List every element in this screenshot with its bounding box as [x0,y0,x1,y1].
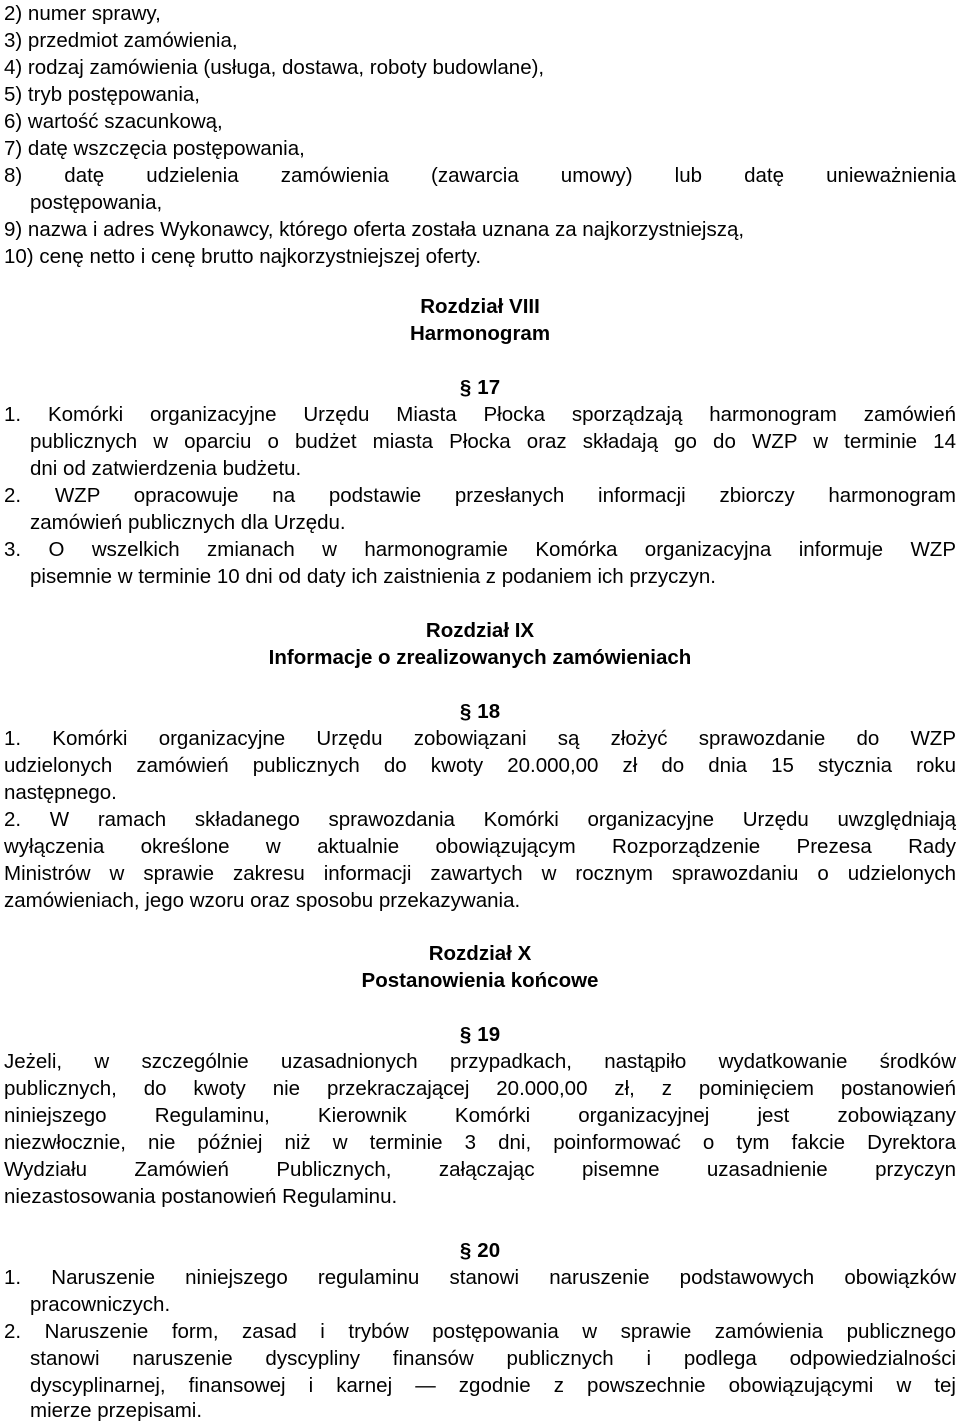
paragraph-line: niniejszego Regulaminu, Kierownik Komórki organizacyjnej jest zobowiązany [4,1104,956,1127]
paragraph-line: następnego. [4,781,117,804]
section-heading [4,1021,956,1048]
list-item: 4) rodzaj zamówienia (usługa, dostawa, roboty budowlane), [4,56,545,79]
chapter-title: Rozdział VIII [420,295,540,318]
section-heading [4,698,956,725]
paragraph-line: pracowniczych. [30,1293,171,1316]
list-item: 7) datę wszczęcia postępowania, [4,137,305,160]
list-item: 9) nazwa i adres Wykonawcy, którego oferta została uznana za najkorzystniejszą, [4,218,745,241]
paragraph-line: wyłączenia określone w aktualnie obowiązującym Rozporządzenie Prezesa Rady [4,835,956,858]
chapter-subtitle: Postanowienia końcowe [361,969,599,992]
paragraph-line: zamówieniach, jego wzoru oraz sposobu przekazywania. [4,889,521,912]
paragraph-line: publicznych, do kwoty nie przekraczającej 20.000,00 zł, z pominięciem postanowień [4,1077,956,1100]
chapter-title: Rozdział IX [425,619,535,642]
section-number: 18 [477,700,501,723]
list-item: 6) wartość szacunkową, [4,110,223,133]
paragraph-line: Wydziału Zamówień Publicznych, załączając pisemne uzasadnienie przyczyn [4,1158,956,1181]
paragraph-line: mierze przepisami. [30,1399,203,1422]
section-sign: § [459,376,472,399]
paragraph-line: niezwłocznie, nie później niż w terminie 3 dni, poinformować o tym fakcie Dyrektora [4,1131,956,1154]
list-item: 2) numer sprawy, [4,2,161,25]
section-heading [4,374,956,401]
paragraph-line: dyscyplinarnej, finansowej i karnej — zgodnie z powszechnie obowiązującymi w tej [30,1374,956,1397]
list-item: 3) przedmiot zamówienia, [4,29,238,52]
list-item: 10) cenę netto i cenę brutto najkorzystniejszej oferty. [4,245,482,268]
section-number: 20 [477,1239,501,1262]
section-sign: § [459,700,472,723]
list-item: 5) tryb postępowania, [4,83,201,106]
paragraph-line: 2. W ramach składanego sprawozdania Komórki organizacyjne Urzędu uwzględniają [4,808,956,831]
section-sign: § [459,1023,472,1046]
paragraph-line: publicznych w oparciu o budżet miasta Płocka oraz składają go do WZP w terminie 14 [30,430,956,453]
paragraph-line: 1. Komórki organizacyjne Urzędu Miasta Płocka sporządzają harmonogram zamówień [4,403,956,426]
paragraph-line: Jeżeli, w szczególnie uzasadnionych przypadkach, nastąpiło wydatkowanie środków [4,1050,956,1073]
paragraph-line: zamówień publicznych dla Urzędu. [30,511,346,534]
paragraph-line: 3. O wszelkich zmianach w harmonogramie Komórka organizacyjna informuje WZP [4,538,956,561]
paragraph-line: 1. Komórki organizacyjne Urzędu zobowiązani są złożyć sprawozdanie do WZP [4,727,956,750]
paragraph-line: Ministrów w sprawie zakresu informacji zawartych w rocznym sprawozdaniu o udzielonych [4,862,956,885]
paragraph-line: niezastosowania postanowień Regulaminu. [4,1185,398,1208]
section-heading [4,1237,956,1264]
paragraph-line: pisemnie w terminie 10 dni od daty ich zaistnienia z podaniem ich przyczyn. [30,565,716,588]
paragraph-line: 2. WZP opracowuje na podstawie przesłanych informacji zbiorczy harmonogram [4,484,956,507]
chapter-subtitle: Informacje o zrealizowanych zamówieniach [268,646,692,669]
section-sign: § [459,1239,472,1262]
paragraph-line: stanowi naruszenie dyscypliny finansów publicznych i podlega odpowiedzialności [30,1347,956,1370]
paragraph-line: 1. Naruszenie niniejszego regulaminu stanowi naruszenie podstawowych obowiązków [4,1266,956,1289]
chapter-subtitle: Harmonogram [409,322,551,345]
list-item: 8) datę udzielenia zamówienia (zawarcia umowy) lub datę unieważnienia [4,164,956,187]
section-number: 19 [477,1023,501,1046]
paragraph-line: 2. Naruszenie form, zasad i trybów postępowania w sprawie zamówienia publicznego [4,1320,956,1343]
list-item-continuation: postępowania, [30,191,163,214]
chapter-title: Rozdział X [428,942,532,965]
section-number: 17 [477,376,501,399]
paragraph-line: dni od zatwierdzenia budżetu. [30,457,302,480]
paragraph-line: udzielonych zamówień publicznych do kwoty 20.000,00 zł do dnia 15 stycznia roku [4,754,956,777]
